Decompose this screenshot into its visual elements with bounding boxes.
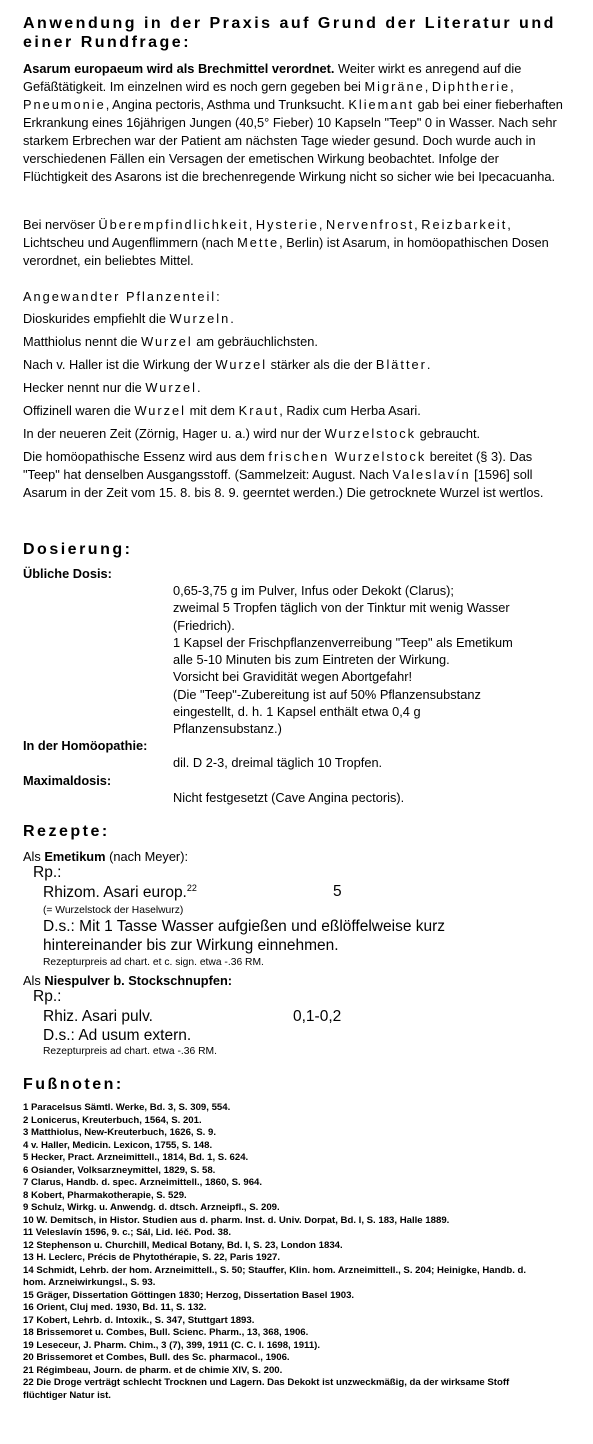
dosage-line: (Friedrich). [173, 617, 235, 633]
text-run: , Lichtscheu und Augenflimmern (nach [23, 217, 511, 250]
author-valeslavin: Valeslavín [392, 467, 471, 482]
plant-part-line [23, 310, 234, 328]
plant-part-line [23, 333, 318, 351]
recipe-note: (= Wurzelstock der Haselwurz) [43, 905, 184, 916]
section-heading-recipes: Rezepte: [23, 823, 110, 840]
term-wurzel: Wurzel [141, 334, 193, 349]
term-blaetter: Blätter [375, 357, 427, 372]
author-kliemant: Kliemant [348, 97, 415, 112]
dosage-line: Pflanzensubstanz.) [173, 721, 282, 737]
text-run: , Angina pectoris, Asthma und Trunksucht. [105, 97, 349, 112]
footnote-item: 19 Leseceur, J. Pharm. Chim., 3 (7), 399, 1911 (C. C. I. 1698, 1911). [23, 1339, 321, 1351]
footnote-item: 12 Stephenson u. Churchill, Medical Botany, Bd. I, S. 23, London 1834. [23, 1239, 343, 1251]
plant-part-line [23, 379, 201, 397]
text-run: , Radix cum Herba Asari. [279, 403, 421, 418]
text-run: Als [23, 849, 45, 864]
term-nervenfrost: Nervenfrost [325, 217, 415, 232]
dosage-max-value: Nicht festgesetzt (Cave Angina pectoris). [173, 790, 405, 805]
footnote-item: 17 Kobert, Lehrb. d. Intoxik., S. 347, Stuttgart 1893. [23, 1314, 255, 1326]
footnote-item: 4 v. Haller, Medicin. Lexicon, 1755, S. 148. [23, 1139, 213, 1151]
dosage-usual-label: Übliche Dosis: [23, 566, 112, 581]
dosage-usual-value [173, 582, 513, 738]
plant-part-line [23, 425, 480, 443]
term-ueberempfindlichkeit: Überempfindlichkeit [98, 217, 249, 232]
footnote-item: 2 Lonicerus, Kreuterbuch, 1564, S. 201. [23, 1114, 202, 1126]
dosage-homeopathy-label: In der Homöopathie: [23, 738, 148, 753]
footnote-item: 16 Orient, Cluj med. 1930, Bd. 11, S. 132. [23, 1302, 207, 1313]
paragraph-application [23, 60, 563, 186]
text-run: Hecker nennt nur die [23, 380, 146, 395]
footnote-item: 14 Schmidt, Lehrb. der hom. Arzneimittell., S. 50; Stauffer, Klin. hom. Arzneimittell., S. 204; Heinigke, Handb. d. [23, 1264, 527, 1276]
lead-sentence: Asarum europaeum wird als Brechmittel verordnet. [23, 61, 335, 76]
text-run: Als [23, 973, 45, 988]
term-wurzel: Wurzel [134, 403, 187, 418]
paragraph-nervous [23, 216, 568, 270]
footnote-item: flüchtiger Natur ist. [23, 1389, 111, 1401]
text-run: gab bei einer fieberhaften Erkrankung eines 16jährigen Jungen (40,5° Fieber) 10 Kapseln "Teep" 0 in Wasser. Nach sehr starkem Erbrechen war der Patient am nächsten Tage wieder gesund. Doch wurde auch in verschiedenen Fällen ein Versagen der emetischen Wirkung beobachtet. Infolge der Flüchtigkeit des Asarons ist die brechenregende Wirkung nicht so sicher wie bei Ipecacuanha. [23, 97, 563, 184]
term-reizbarkeit: Reizbarkeit [421, 217, 508, 232]
text-run: am gebräuchlichsten. [192, 334, 318, 349]
term-wurzel: Wurzel [145, 380, 197, 395]
text-run: , [414, 217, 422, 232]
text-run: , [510, 79, 514, 94]
recipe-amount: 5 [333, 883, 342, 900]
term-diphtherie: Diphtherie [431, 79, 511, 94]
term-kraut: Kraut [238, 403, 280, 418]
text-run: gebraucht. [416, 426, 481, 441]
footnote-item: 15 Gräger, Dissertation Göttingen 1830; Herzog, Dissertation Basel 1903. [23, 1289, 355, 1301]
footnote-item: 20 Brissemoret et Combes, Bull. des Sc. pharmacol., 1906. [23, 1352, 290, 1363]
text-run: , [424, 79, 432, 94]
dosage-line: alle 5-10 Minuten bis zum Eintreten der Wirkung. [173, 652, 450, 668]
dosage-homeopathy-value: dil. D 2-3, dreimal täglich 10 Tropfen. [173, 755, 383, 770]
text-run: [1596] soll Asarum in der Zeit vom 15. 8. bis 8. 9. geerntet werden.) Die getrocknete Wurzel ist wertlos. [23, 467, 544, 500]
term-wurzel: Wurzel [215, 357, 268, 372]
text-run: Nach v. Haller ist die Wirkung der [23, 357, 216, 372]
text-run: . [426, 357, 431, 372]
footnote-item: 1 Paracelsus Sämtl. Werke, Bd. 3, S. 309, 554. [23, 1102, 231, 1113]
term-wurzeln: Wurzeln [169, 311, 231, 326]
recipe-directions: D.s.: Ad usum extern. [43, 1027, 192, 1044]
dosage-line: zweimal 5 Tropfen täglich von der Tinktur mit wenig Wasser [173, 600, 510, 616]
recipe-ingredient: Rhiz. Asari pulv. [43, 1008, 153, 1025]
plant-part-line [23, 402, 421, 420]
recipe-purpose: Niespulver b. Stockschnupfen: [44, 973, 233, 988]
section-heading-dosage: Dosierung: [23, 541, 133, 558]
plant-part-line [23, 356, 430, 374]
recipe-directions: hintereinander bis zur Wirkung einnehmen. [43, 937, 339, 954]
recipe-ingredient [43, 883, 197, 902]
section-heading-footnotes: Fußnoten: [23, 1076, 124, 1093]
footnote-ref: 22 [186, 883, 197, 893]
dosage-line: 0,65-3,75 g im Pulver, Infus oder Dekokt (Clarus); [173, 583, 454, 598]
ingredient-name: Rhizom. Asari europ. [43, 884, 187, 902]
text-run: Dioskurides empfiehlt die [23, 311, 170, 326]
footnote-item: 5 Hecker, Pract. Arzneimittell., 1814, Bd. 1, S. 624. [23, 1152, 249, 1163]
dosage-line: Vorsicht bei Gravidität wegen Abortgefahr! [173, 669, 413, 685]
footnote-item: 10 W. Demitsch, in Histor. Studien aus d. pharm. Inst. d. Univ. Dorpat, Bd. I, S. 183, Halle 1889. [23, 1214, 450, 1226]
text-run: bereitet (§ 3). Das "Teep" hat denselben Ausgangsstoff. (Sammelzeit: August. Nach [23, 449, 533, 482]
dosage-line: eingestellt, d. h. 1 Kapsel enthält etwa 0,4 g [173, 704, 421, 720]
plant-part-heading: Angewandter Pflanzenteil: [23, 289, 222, 304]
text-run: Weiter wirkt es anregend auf die Gefäßtätigkeit. Im einzelnen wird es noch gern gegeben bei [23, 61, 522, 94]
text-run: mit dem [186, 403, 239, 418]
recipe-price: Rezepturpreis ad chart. etwa -.36 RM. [43, 1046, 217, 1057]
recipe-rp: Rp.: [33, 864, 62, 881]
plant-part-paragraph [23, 448, 568, 502]
footnote-item: 7 Clarus, Handb. d. spec. Arzneimittell., 1860, S. 964. [23, 1177, 263, 1188]
term-pneumonie: Pneumonie [23, 97, 106, 112]
section-heading-application: Anwendung in der Praxis auf Grund der Literatur und einer Rundfrage: [23, 15, 556, 51]
text-run: , [248, 217, 256, 232]
text-run: (nach Meyer): [105, 849, 189, 864]
footnote-item: 18 Brissemoret u. Combes, Bull. Scienc. Pharm., 13, 368, 1906. [23, 1327, 309, 1338]
dosage-line: 1 Kapsel der Frischpflanzenverreibung "Teep" als Emetikum [173, 634, 513, 650]
text-run: Die homöopathische Essenz wird aus dem [23, 449, 269, 464]
footnote-item: 11 Veleslavín 1596, 9. c.; Sál, Lid. léč. Pod. 38. [23, 1227, 231, 1238]
text-run: stärker als die der [267, 357, 376, 372]
footnote-item: hom. Arzneiwirkungsl., S. 93. [23, 1277, 156, 1288]
recipe-purpose: Emetikum [44, 849, 106, 864]
text-run: Matthiolus nennt die [23, 334, 142, 349]
footnote-item: 9 Schulz, Wirkg. u. Anwendg. d. dtsch. Arzneipfl., S. 209. [23, 1202, 280, 1213]
footnote-item: 3 Matthiolus, New-Kreuterbuch, 1626, S. 9. [23, 1127, 216, 1138]
text-run: , [318, 217, 326, 232]
footnote-item: 22 Die Droge verträgt schlecht Trocknen und Lagern. Das Dekokt ist unzweckmäßig, da der wirksame Stoff [23, 1377, 510, 1388]
recipe-amount: 0,1-0,2 [293, 1008, 342, 1025]
recipe-directions: D.s.: Mit 1 Tasse Wasser aufgießen und eßlöffelweise kurz [43, 918, 446, 935]
text-run: , Berlin) ist Asarum, in homöopathischen Dosen verordnet, ein beliebtes Mittel. [23, 235, 549, 268]
footnote-item: 6 Osiander, Volksarzneymittel, 1829, S. 58. [23, 1164, 216, 1176]
term-migraene: Migräne [364, 79, 425, 94]
recipe-price: Rezepturpreis ad chart. et c. sign. etwa -.36 RM. [43, 957, 264, 968]
term-frischen-wurzelstock: frischen Wurzelstock [268, 449, 427, 464]
footnote-item: 8 Kobert, Pharmakotherapie, S. 529. [23, 1189, 187, 1201]
footnote-item: 21 Régimbeau, Journ. de pharm. et de chimie XIV, S. 200. [23, 1364, 283, 1376]
recipe-rp: Rp.: [33, 988, 62, 1005]
footnote-item: 13 H. Leclerc, Précis de Phytothérapie, S. 22, Paris 1927. [23, 1252, 281, 1263]
author-mette: Mette [237, 235, 280, 250]
text-run: . [196, 380, 201, 395]
term-wurzelstock: Wurzelstock [324, 426, 417, 441]
text-run: In der neueren Zeit (Zörnig, Hager u. a.) wird nur der [23, 426, 325, 441]
dosage-line: (Die "Teep"-Zubereitung ist auf 50% Pflanzensubstanz [173, 686, 481, 702]
text-run: Bei nervöser [23, 217, 99, 232]
text-run: . [230, 311, 234, 326]
term-hysterie: Hysterie [255, 217, 319, 232]
dosage-max-label: Maximaldosis: [23, 773, 112, 788]
footnote-list [23, 1102, 573, 1402]
text-run: Offizinell waren die [23, 403, 135, 418]
